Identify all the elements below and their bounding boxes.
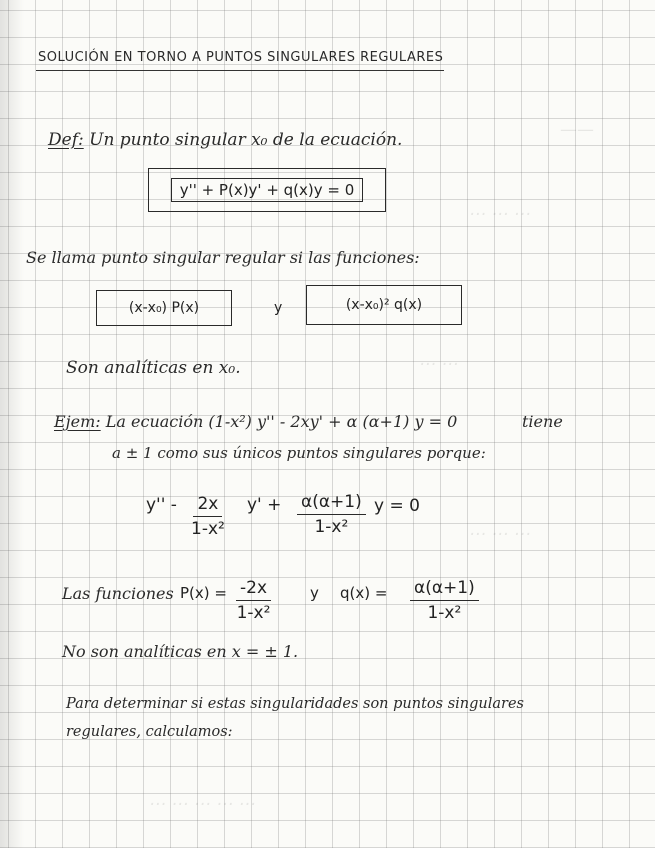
functions-conjunction: y <box>310 584 319 602</box>
fraction-alpha <box>297 492 366 537</box>
fraction-alpha-numerator: α(α+1) <box>297 492 366 515</box>
conclusion-line-1: Para determinar si estas singularidades son puntos singulares <box>66 696 524 712</box>
functions-label: Las funciones <box>62 584 174 603</box>
fraction-p-denominator: 1-x² <box>236 603 271 623</box>
not-analytic-statement: No son analíticas en x = ± 1. <box>62 642 299 661</box>
fraction-alpha-denominator: 1-x² <box>314 517 349 537</box>
fraction-2x-denominator: 1-x² <box>191 519 225 539</box>
title-underline <box>36 70 444 71</box>
example-line-1-end: tiene <box>522 412 563 431</box>
connector-y: y <box>274 300 283 316</box>
bleed-through-mark: … … … <box>470 520 532 540</box>
fraction-q-numerator: α(α+1) <box>410 578 479 601</box>
function-box-q <box>306 285 462 325</box>
fraction-p <box>236 578 271 623</box>
normalized-eq-start: y'' - <box>146 495 177 515</box>
bleed-through-mark: … … … … … <box>150 790 257 810</box>
function-box-p <box>96 290 232 326</box>
example-label: Ejem: <box>54 412 101 431</box>
definition-line <box>48 130 402 150</box>
analyticity-statement: Son analíticas en x₀. <box>66 358 241 378</box>
p-label: P(x) = <box>180 584 227 602</box>
ode-equation-box <box>148 168 386 212</box>
bleed-through-mark: … … … <box>470 200 532 220</box>
page-binding-shadow <box>0 0 24 848</box>
function-q-expression: (x-x₀)² q(x) <box>345 297 423 313</box>
fraction-2x-numerator: 2x <box>193 494 222 517</box>
regular-point-condition: Se llama punto singular regular si las funciones: <box>26 248 420 267</box>
page-title: SOLUCIÓN EN TORNO A PUNTOS SINGULARES REGULARES <box>38 50 444 65</box>
normalized-eq-end: y = 0 <box>374 496 420 516</box>
fraction-2x <box>191 494 225 539</box>
fraction-q <box>410 578 479 623</box>
function-p-expression: (x-x₀) P(x) <box>128 300 200 316</box>
bleed-through-mark: —— <box>560 120 594 140</box>
example-line-2: a ± 1 como sus únicos puntos singulares porque: <box>112 444 486 462</box>
definition-text: Un punto singular x₀ de la ecuación. <box>89 130 403 150</box>
fraction-q-denominator: 1-x² <box>427 603 462 623</box>
example-line-1 <box>54 412 457 431</box>
example-equation-text: La ecuación (1-x²) y'' - 2xy' + α (α+1) y = 0 <box>105 412 458 431</box>
q-label: q(x) = <box>340 584 388 602</box>
definition-label: Def: <box>48 130 84 150</box>
conclusion-line-2: regulares, calculamos: <box>66 724 233 740</box>
normalized-eq-mid: y' + <box>247 495 282 515</box>
fraction-p-numerator: -2x <box>236 578 271 601</box>
ode-equation: y'' + P(x)y' + q(x)y = 0 <box>171 178 364 202</box>
bleed-through-mark: … … <box>420 350 460 370</box>
